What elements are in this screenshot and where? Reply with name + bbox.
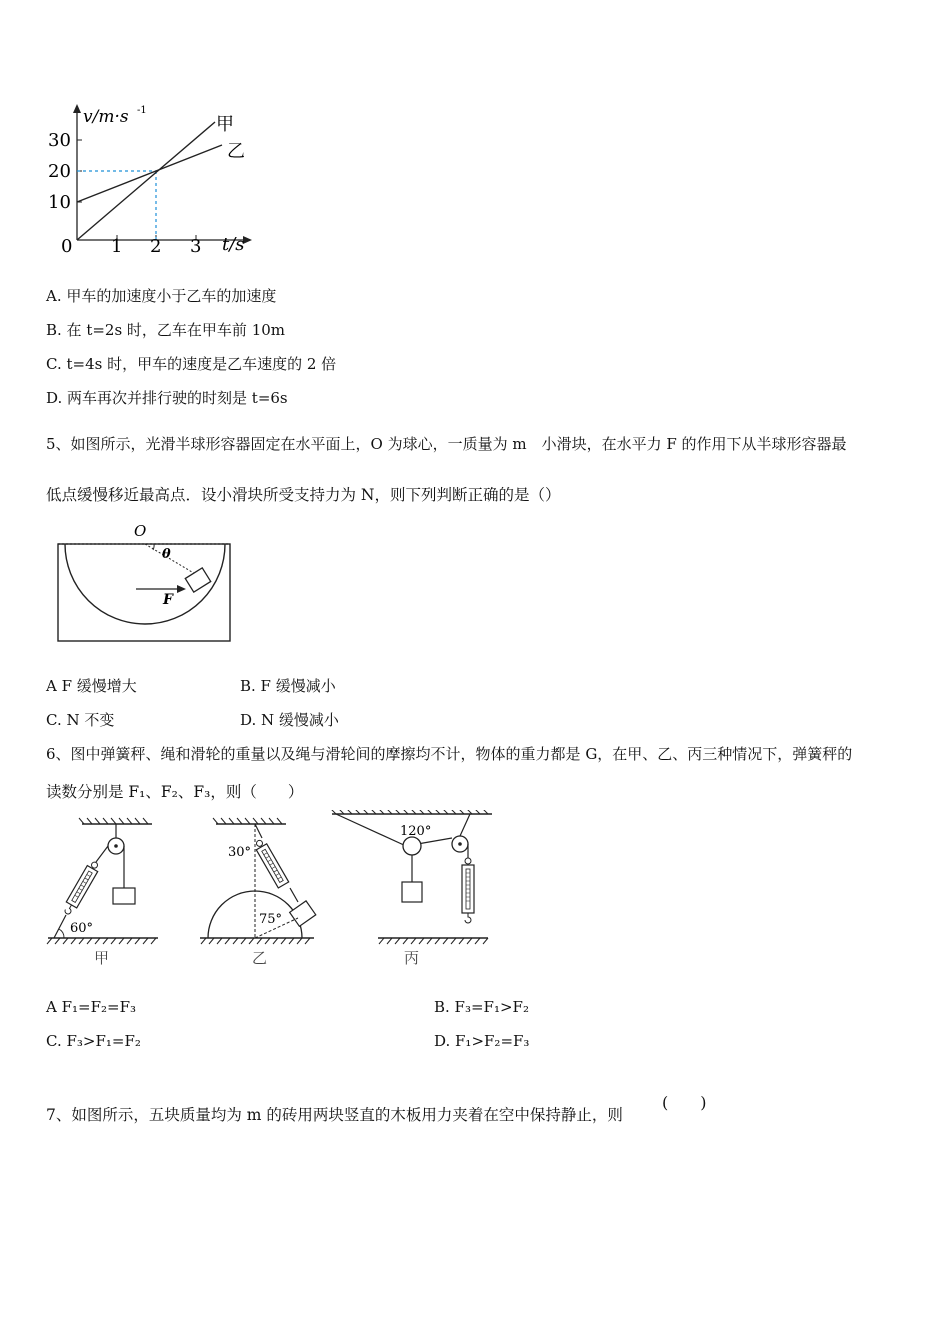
q4-option-c: C. t=4s 时，甲车的速度是乙车速度的 2 倍 — [46, 355, 337, 373]
container-box — [58, 544, 230, 641]
q6-option-b: B. F₃=F₁>F₂ — [434, 998, 529, 1016]
line-yi-label: 乙 — [227, 141, 245, 162]
force-label-f: F — [163, 592, 173, 608]
x-tick-label-2: 2 — [150, 236, 162, 257]
y-tick-label-30: 30 — [48, 130, 71, 151]
x-tick-label-3: 3 — [190, 236, 202, 257]
figure-bing — [331, 810, 492, 967]
q5-option-d: D. N 缓慢减小 — [240, 711, 339, 729]
x-axis-label: t/s — [222, 234, 245, 255]
radius-dashed — [145, 544, 197, 575]
q4-option-a: A. 甲车的加速度小于乙车的加速度 — [46, 287, 277, 305]
slider-block — [185, 568, 210, 592]
line-jia — [77, 122, 215, 240]
q6-stem-line1: 6、图中弹簧秤、绳和滑轮的重量以及绳与滑轮间的摩擦均不计，物体的重力都是 G，在甲、乙、丙三种情况下，弹簧秤的 — [46, 745, 853, 763]
velocity-time-graph — [40, 100, 270, 265]
q6-option-d: D. F₁>F₂=F₃ — [434, 1032, 530, 1050]
fig3-angle-label: 120° — [400, 824, 432, 839]
line-jia-label: 甲 — [216, 114, 234, 135]
q4-option-d: D. 两车再次并排行驶的时刻是 t=6s — [46, 389, 288, 407]
figure-yi — [200, 818, 316, 967]
y-tick-label-10: 10 — [48, 192, 71, 213]
line-yi — [77, 145, 222, 202]
y-axis-arrow — [73, 104, 81, 113]
q4-option-b: B. 在 t=2s 时，乙车在甲车前 10m — [46, 321, 286, 339]
q5-stem-line2: 低点缓慢移近最高点．设小滑块所受支持力为 N，则下列判断正确的是（） — [46, 486, 561, 504]
y-axis-exponent: -1 — [137, 105, 147, 116]
q7-stem-line1: 7、如图所示，五块质量均为 m 的砖用两块竖直的木板用力夹着在空中保持静止，则 — [46, 1106, 623, 1124]
q5-option-a: A F 缓慢增大 — [46, 677, 137, 695]
figure-jia — [47, 818, 158, 967]
x-tick-label-0: 0 — [61, 236, 73, 257]
q7-answer-paren: ( ) — [662, 1093, 707, 1112]
fig2-caption: 乙 — [252, 949, 268, 967]
q6-spring-scale-figures — [40, 810, 510, 970]
x-tick-label-1: 1 — [111, 236, 123, 257]
q5-option-c: C. N 不变 — [46, 711, 115, 729]
q5-hemisphere-figure — [50, 520, 240, 645]
q5-option-b: B. F 缓慢减小 — [240, 677, 336, 695]
fig1-angle-label: 60° — [70, 921, 94, 936]
fig3-caption: 丙 — [404, 949, 420, 967]
q6-option-c: C. F₃>F₁=F₂ — [46, 1032, 141, 1050]
q6-stem-line2: 读数分别是 F₁、F₂、F₃，则（ ） — [46, 783, 304, 801]
q6-option-a: A F₁=F₂=F₃ — [46, 998, 136, 1016]
fig1-caption: 甲 — [94, 949, 110, 967]
force-arrowhead — [177, 585, 186, 593]
theta-arc — [153, 544, 154, 550]
fig2-angle-top-label: 30° — [228, 845, 252, 860]
y-axis-label: v/m·s — [83, 107, 129, 127]
y-tick-label-20: 20 — [48, 161, 71, 182]
center-label-o: O — [134, 522, 147, 540]
angle-theta-label: θ — [162, 547, 171, 562]
fig2-angle-mid-label: 75° — [259, 912, 283, 927]
q5-stem-line1: 5、如图所示，光滑半球形容器固定在水平面上，O 为球心，一质量为 m 小滑块，在水平力 F 的作用下从半球形容器最 — [46, 435, 847, 453]
